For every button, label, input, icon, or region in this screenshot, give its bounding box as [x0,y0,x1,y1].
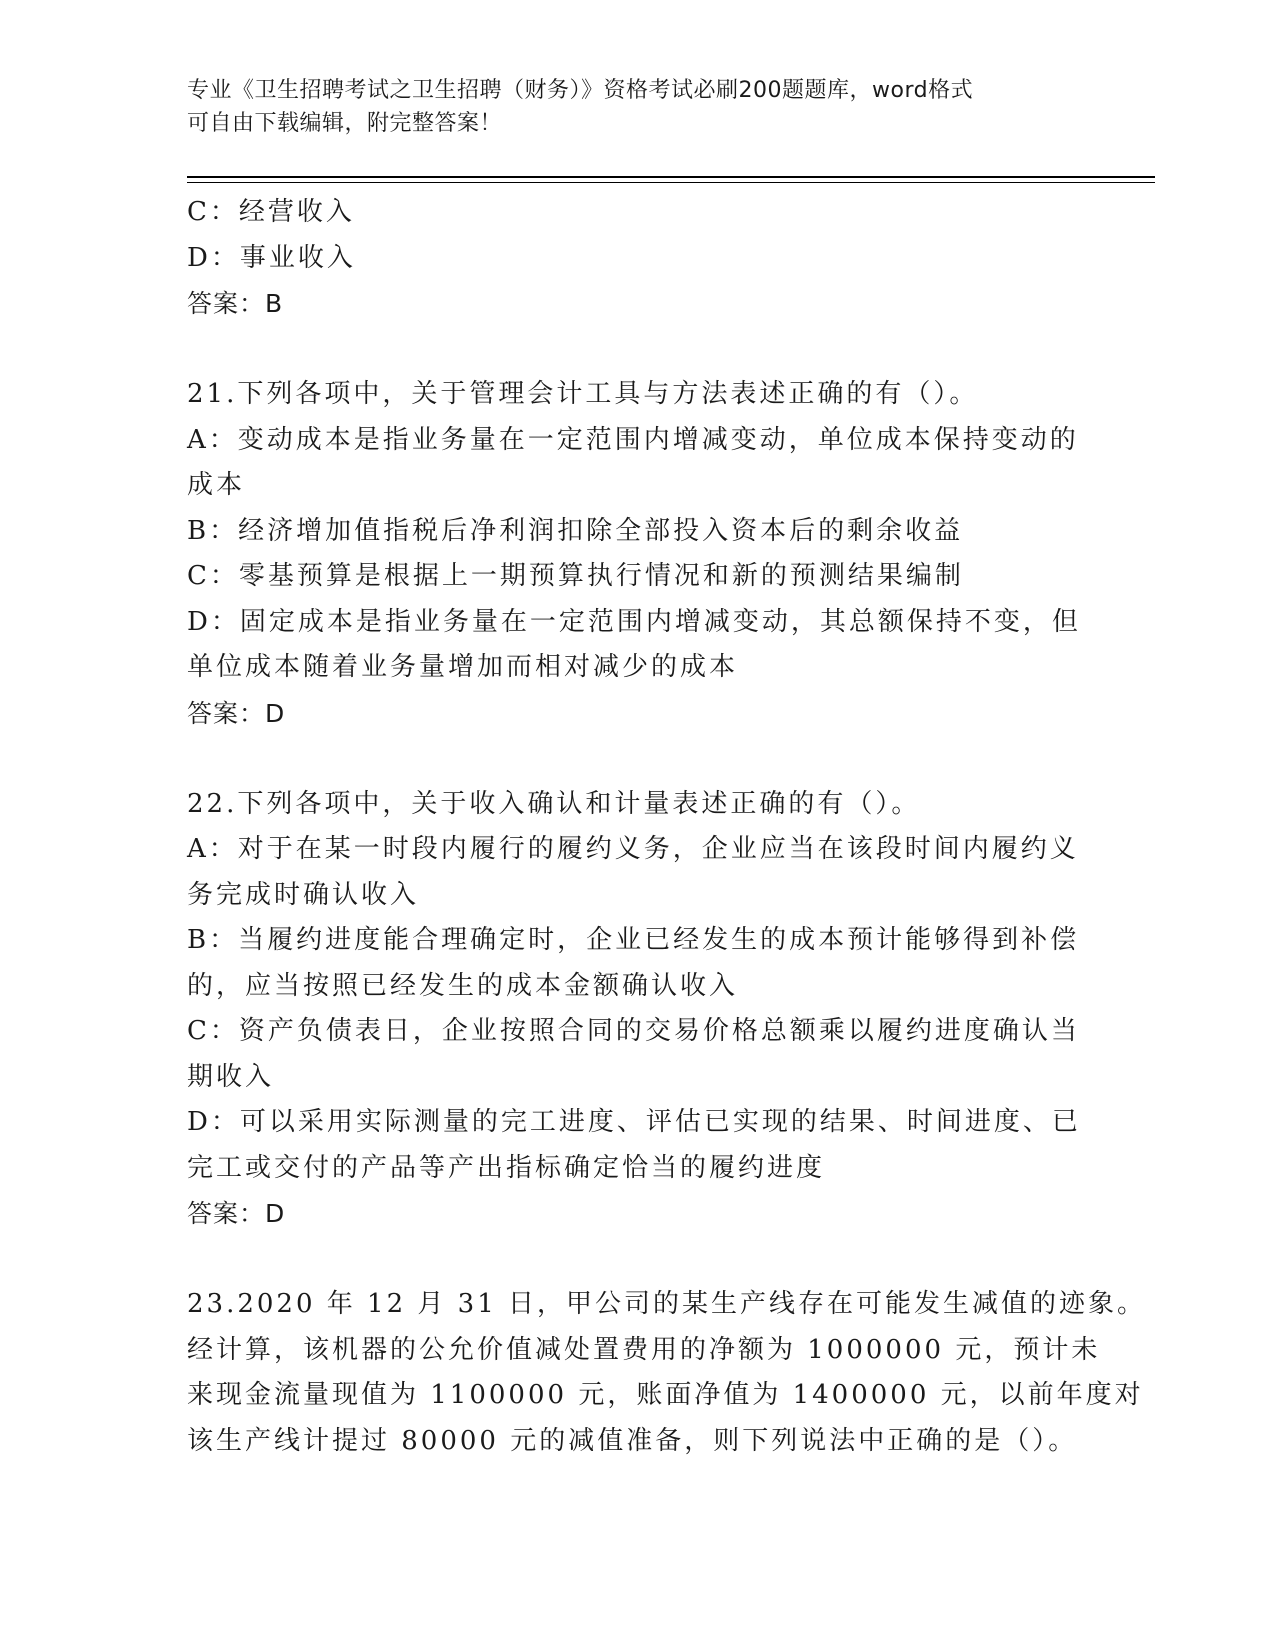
option-c: C：经营收入 [187,197,355,227]
spacer [187,1237,1087,1283]
question-stem-line-4: 该生产线计提过 80000 元的减值准备，则下列说法中正确的是（）。 [187,1425,1078,1456]
header-line-2: 可自由下载编辑，附完整答案！ [187,111,503,136]
option-a: A：对于在某一时段内履行的履约义务，企业应当在该段时间内履约义 [187,834,1079,864]
option-d: D：可以采用实际测量的完工进度、评估已实现的结果、时间进度、已 [187,1107,1081,1137]
header-line-1: 专业《卫生招聘考试之卫生招聘（财务）》资格考试必刷200题题库，word格式 [187,78,974,103]
option-a-continued: 务完成时确认收入 [187,879,420,910]
option-c: C：资产负债表日，企业按照合同的交易价格总额乘以履约进度确认当 [187,1016,1080,1046]
option-b: B：经济增加值指税后净利润扣除全部投入资本后的剩余收益 [187,515,964,546]
spacer [187,327,1087,373]
question-stem-line-3: 来现金流量现值为 1100000 元，账面净值为 1400000 元，以前年度对 [187,1380,1144,1410]
question-stem-line-2: 经计算，该机器的公允价值减处置费用的净额为 1000000 元，预计未 [187,1334,1101,1365]
question-stem: 22.下列各项中，关于收入确认和计量表述正确的有（）。 [187,788,921,819]
question-stem: 21.下列各项中，关于管理会计工具与方法表述正确的有（）。 [187,379,979,409]
previous-question-tail [187,190,1087,327]
option-c-continued: 期收入 [187,1061,275,1092]
answer-line: 答案：B [187,289,284,318]
option-d: D：事业收入 [187,242,356,273]
question-23 [187,1282,1147,1464]
question-22 [187,782,1087,1237]
answer-line: 答案：D [187,698,286,728]
option-a: A：变动成本是指业务量在一定范围内增减变动，单位成本保持变动的 [187,424,1079,455]
option-b: B：当履约进度能合理确定时，企业已经发生的成本预计能够得到补偿 [187,925,1080,955]
question-21 [187,372,1087,736]
document-header [187,74,1087,140]
question-stem-line-1: 23.2020 年 12 月 31 日，甲公司的某生产线存在可能发生减值的迹象。 [187,1289,1147,1319]
option-d: D：固定成本是指业务量在一定范围内增减变动，其总额保持不变，但 [187,606,1081,637]
document-body [187,190,1147,1464]
option-b-continued: 的，应当按照已经发生的成本金额确认收入 [187,970,739,1001]
option-c: C：零基预算是根据上一期预算执行情况和新的预测结果编制 [187,561,964,591]
header-divider-thin [187,182,1155,183]
answer-line: 答案：D [187,1199,286,1228]
option-d-continued: 完工或交付的产品等产出指标确定恰当的履约进度 [187,1152,826,1183]
option-a-continued: 成本 [187,470,246,500]
spacer [187,736,1087,782]
header-divider-thick [187,176,1155,178]
option-d-continued: 单位成本随着业务量增加而相对减少的成本 [187,652,739,682]
